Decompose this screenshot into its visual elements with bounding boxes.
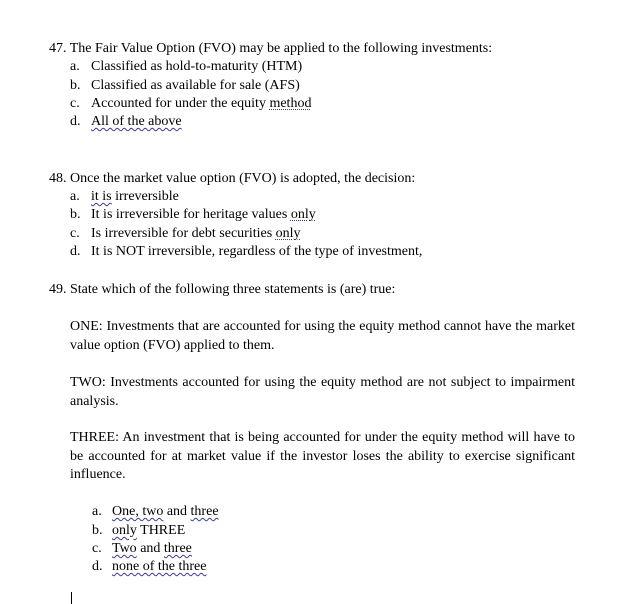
q49-option-a-marked-2: three <box>190 504 219 519</box>
question-49-stem: 49. State which of the following three statements is (are) true: <box>49 282 396 297</box>
q49-statement-three: THREE: An investment that is being accounted for under the equity method will have to be accounted for at market value if the investor loses the ability to exercise significant influence. <box>70 430 575 482</box>
question-47-stem: 47. The Fair Value Option (FVO) may be applied to the following investments: <box>49 41 493 56</box>
q47-option-c-letter: c. <box>70 96 80 111</box>
q48-option-d-text: It is NOT irreversible, regardless of the type of investment, <box>91 244 423 259</box>
q47-option-d-letter: d. <box>70 114 81 129</box>
q47-option-c-marked-word: method <box>269 96 312 111</box>
q48-option-b-text-pre: It is irreversible for heritage values <box>91 207 291 222</box>
q48-option-a-text-post: irreversible <box>111 189 179 204</box>
q48-option-a-text <box>91 188 179 206</box>
q47-option-c-text <box>91 95 311 113</box>
q49-option-c-marked-2: three <box>163 541 192 556</box>
q49-option-b-text <box>112 522 185 540</box>
q49-option-a-text <box>112 503 219 521</box>
q47-option-a-letter: a. <box>70 59 80 74</box>
q49-option-a-marked-1: One, two <box>112 504 164 519</box>
q48-option-c-text <box>91 225 301 243</box>
q49-option-b-letter: b. <box>92 523 103 538</box>
q48-option-c-text-pre: Is irreversible for debt securities <box>91 226 276 241</box>
q48-option-b-text <box>91 206 316 224</box>
q48-option-b-marked-word: only <box>290 207 316 222</box>
q48-option-a-letter: a. <box>70 189 80 204</box>
q49-option-a-text-mid: and <box>163 504 191 519</box>
q49-option-b-marked-word: only <box>112 523 137 538</box>
q47-option-c-text-pre: Accounted for under the equity <box>91 96 270 111</box>
q49-option-d-marked-text: none of the three <box>112 559 207 574</box>
q49-option-d-letter: d. <box>92 559 103 574</box>
text-cursor <box>71 592 72 604</box>
q48-option-d-letter: d. <box>70 244 81 259</box>
q49-option-d-text <box>112 558 206 576</box>
q47-option-b-letter: b. <box>70 78 81 93</box>
q47-option-b-text: Classified as available for sale (AFS) <box>91 78 300 93</box>
q47-option-d-text <box>91 113 182 131</box>
q49-option-c-text-mid: and <box>136 541 164 556</box>
q49-statement-two: TWO: Investments accounted for using the equity method are not subject to impairment analysis. <box>70 375 575 409</box>
q48-option-b-letter: b. <box>70 207 81 222</box>
q49-statement-one: ONE: Investments that are accounted for using the equity method cannot have the market value option (FVO) applied to them. <box>70 319 575 353</box>
question-48-stem: 48. Once the market value option (FVO) is adopted, the decision: <box>49 171 416 186</box>
q49-option-c-text <box>112 540 192 558</box>
q48-option-c-letter: c. <box>70 226 80 241</box>
q47-option-a-text: Classified as hold-to-maturity (HTM) <box>91 59 303 74</box>
q48-option-c-marked-word: only <box>275 226 301 241</box>
q49-option-c-letter: c. <box>92 541 102 556</box>
q47-option-d-marked-text: All of the above <box>91 114 182 129</box>
q49-option-c-marked-1: Two <box>112 541 137 556</box>
q49-option-b-text-post: THREE <box>136 523 186 538</box>
q48-option-a-marked-text: it is <box>91 189 112 204</box>
q49-option-a-letter: a. <box>92 504 102 519</box>
